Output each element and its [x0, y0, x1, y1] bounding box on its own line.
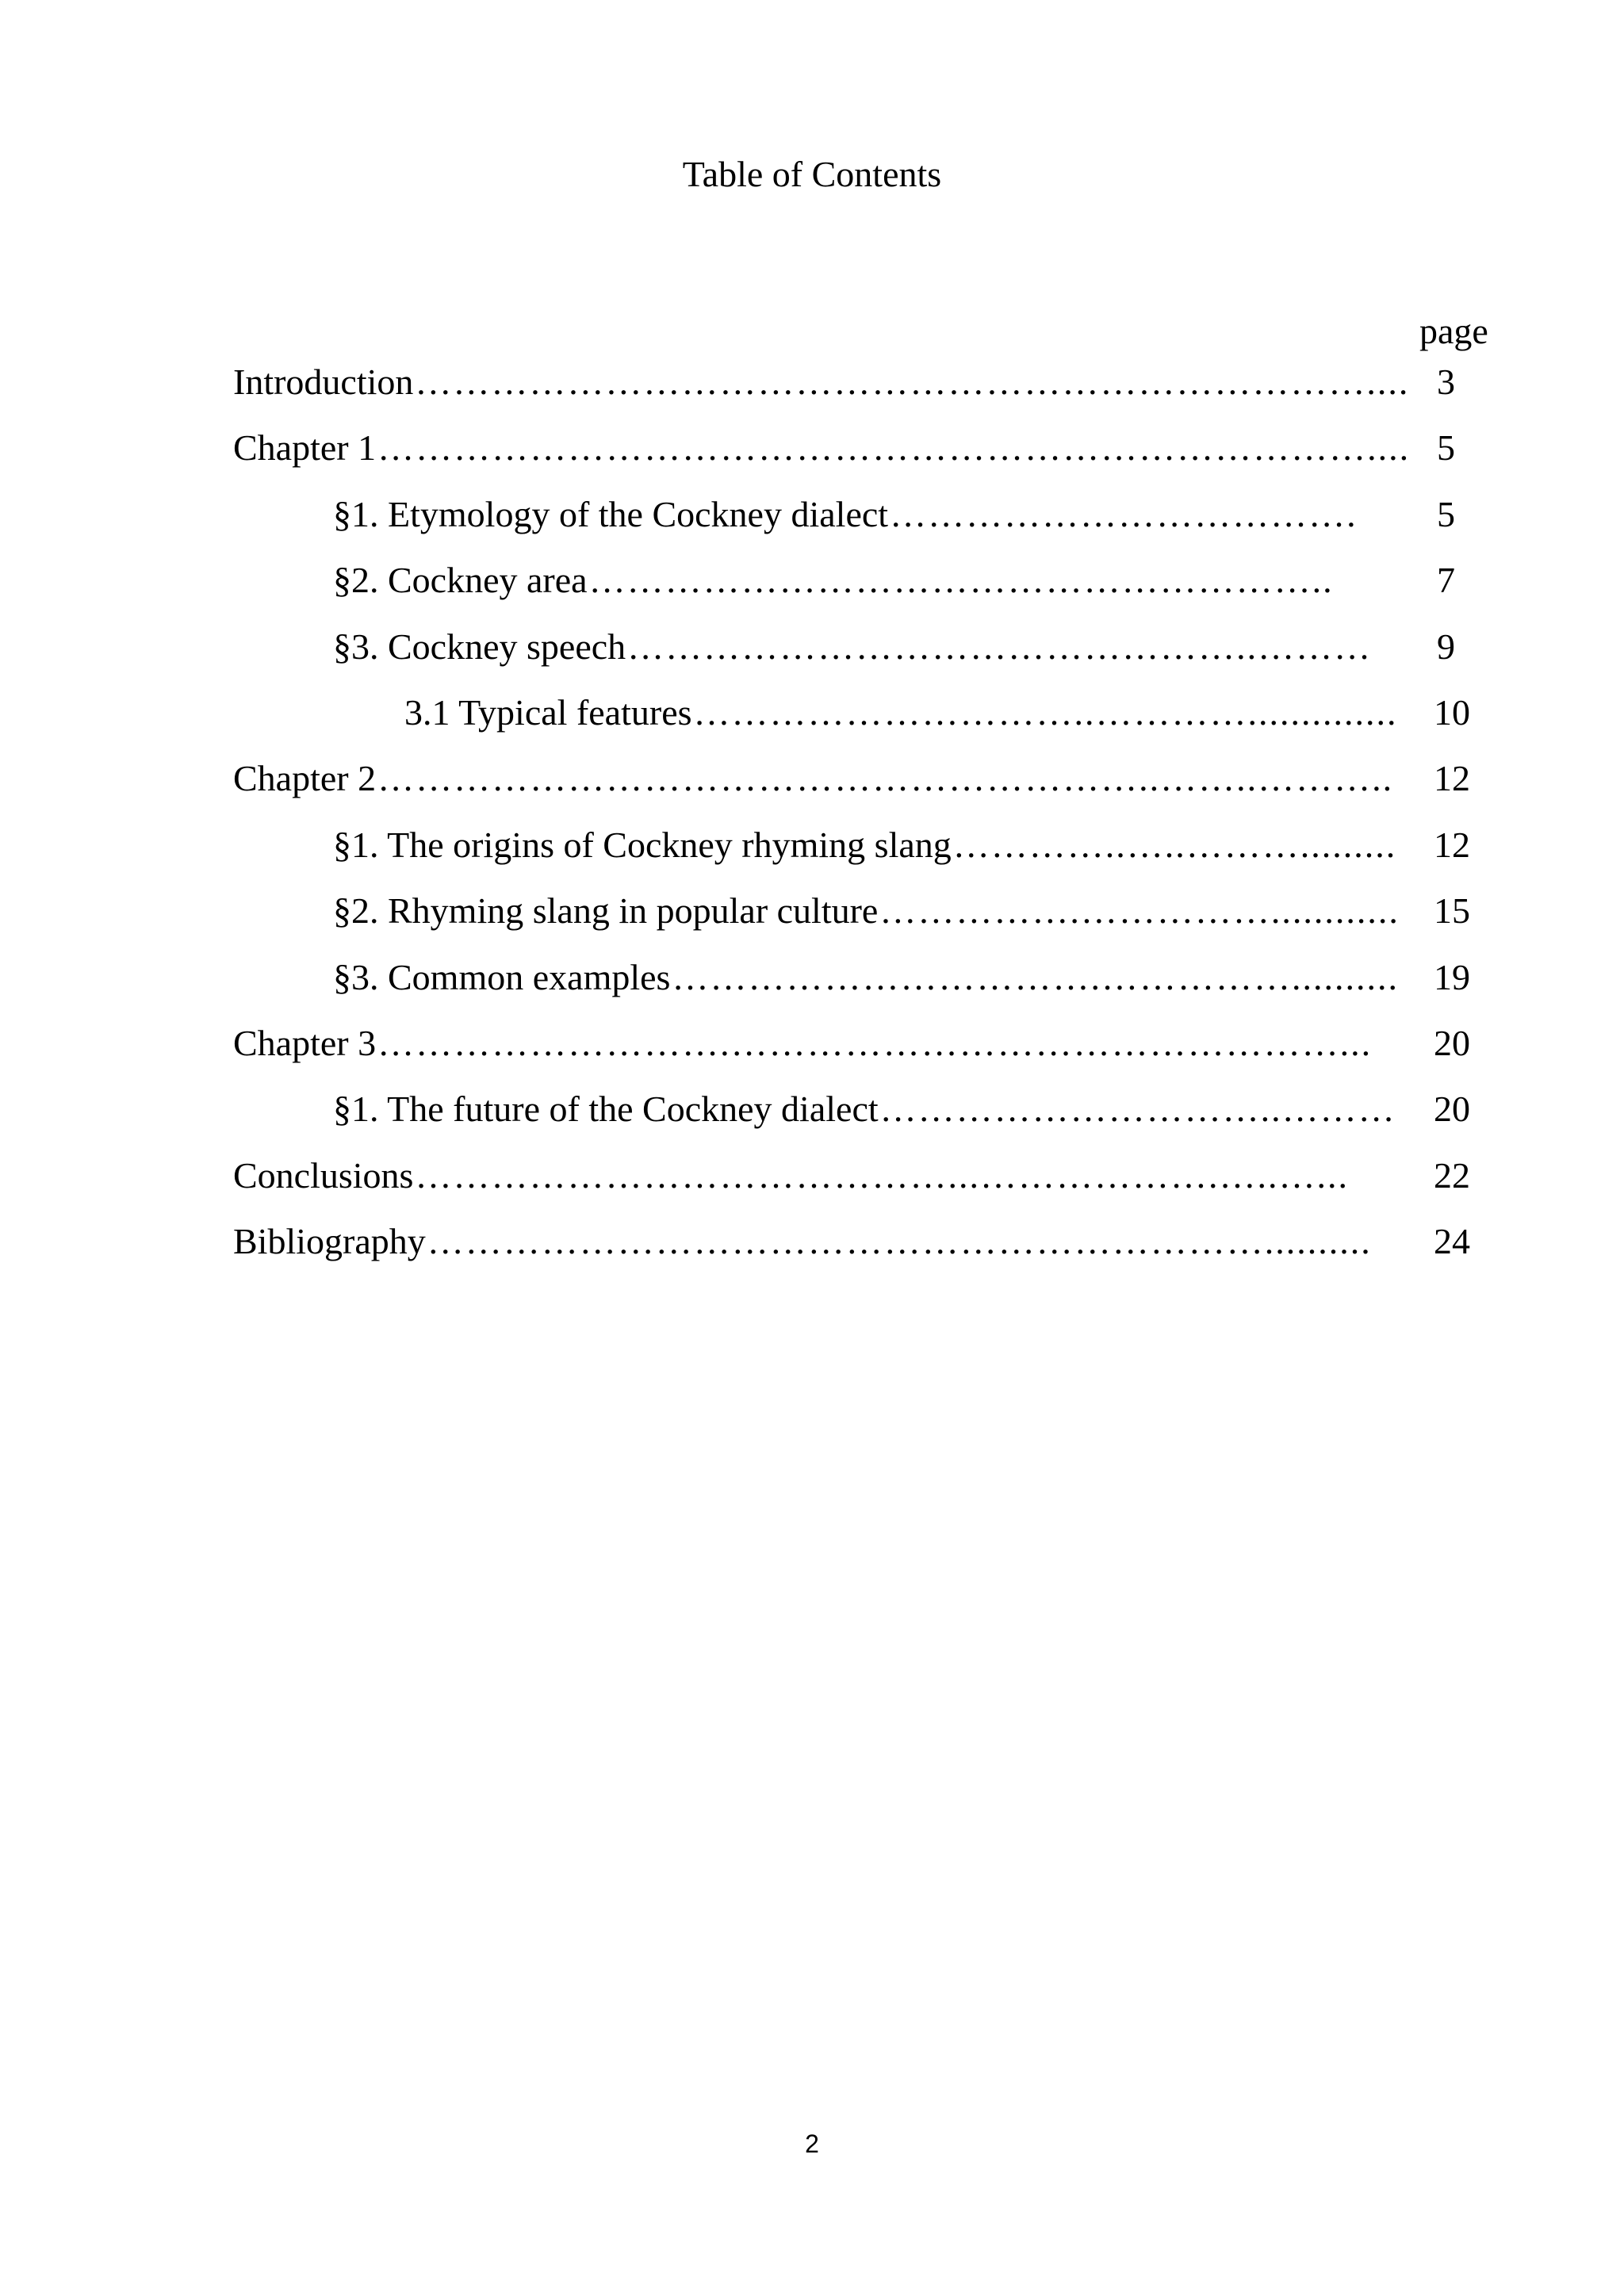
toc-entry-chapter-2[interactable]: [0, 755, 1624, 821]
toc-entry-page: 5: [1437, 427, 1455, 469]
toc-entry-label: 3.1 Typical features: [404, 691, 692, 733]
toc-entry-page: 7: [1437, 560, 1455, 601]
toc-leader-dots: ……………………………………………………………………....: [377, 427, 1411, 469]
toc-entry-cockney-speech[interactable]: [0, 623, 1624, 689]
toc-leader-dots: …………….……………............: [879, 890, 1400, 932]
toc-entry-label: Chapter 3: [233, 1022, 377, 1063]
toc-entry-popular-culture[interactable]: [0, 887, 1624, 953]
toc-entry-label: Introduction: [233, 362, 414, 402]
footer-page-number: 2: [805, 2130, 819, 2158]
toc-leader-dots: …………………………………………………..: [588, 560, 1334, 601]
toc-entry-page: 5: [1437, 493, 1455, 534]
toc-entry-label: §1. The origins of Cockney rhyming slang: [333, 824, 952, 865]
toc-entry-page: 12: [1434, 758, 1470, 799]
toc-entry-page: 19: [1434, 956, 1470, 997]
toc-entry-label: Chapter 1: [233, 427, 377, 469]
toc-entry-label: §3. Cockney speech: [333, 626, 626, 667]
toc-leader-dots: …………..…..……….........: [952, 824, 1397, 865]
toc-list: [0, 358, 1624, 1284]
toc-entry-chapter-3[interactable]: [0, 1020, 1624, 1085]
page-title: Table of Contents: [682, 154, 942, 194]
toc-entry-conclusions[interactable]: [0, 1152, 1624, 1218]
toc-entry-typical-features[interactable]: [0, 689, 1624, 755]
toc-entry-label: Chapter 2: [233, 758, 377, 799]
toc-entry-page: 20: [1434, 1022, 1470, 1063]
toc-entry-page: 3: [1437, 362, 1455, 402]
toc-leader-dots: …………………………..…………..............: [693, 691, 1398, 733]
toc-entry-label: §1. The future of the Cockney dialect: [333, 1089, 879, 1130]
toc-entry-page: 12: [1434, 824, 1470, 865]
toc-entry-origins-rhyming-slang[interactable]: [0, 821, 1624, 887]
toc-entry-etymology[interactable]: [0, 491, 1624, 557]
toc-entry-page: 9: [1437, 626, 1455, 667]
toc-leader-dots: ……………………….…………………………………………...: [377, 1022, 1373, 1063]
toc-leader-dots: …………………………..………: [879, 1089, 1396, 1130]
toc-entry-label: §1. Etymology of the Cockney dialect: [333, 493, 889, 534]
toc-leader-dots: …………………………………………………………………....: [415, 362, 1410, 402]
toc-entry-page: 22: [1434, 1154, 1470, 1196]
toc-leader-dots: …………………………….……………..........: [672, 956, 1399, 997]
toc-leader-dots: ……………………………………...……………….…..…...: [415, 1154, 1349, 1196]
toc-entry-page: 10: [1434, 691, 1470, 733]
toc-entry-future-dialect[interactable]: [0, 1085, 1624, 1151]
toc-entry-label: §2. Cockney area: [333, 560, 588, 601]
toc-leader-dots: ……………………………………………………..……..………..: [377, 758, 1394, 799]
toc-entry-bibliography[interactable]: [0, 1218, 1624, 1284]
toc-entry-label: §2. Rhyming slang in popular culture: [333, 890, 879, 932]
toc-entry-page: 24: [1434, 1221, 1470, 1262]
toc-entry-introduction[interactable]: [0, 358, 1624, 424]
toc-entry-chapter-1[interactable]: [0, 424, 1624, 490]
toc-entry-cockney-area[interactable]: [0, 557, 1624, 622]
toc-entry-label: Conclusions: [233, 1154, 414, 1196]
toc-entry-page: 15: [1434, 890, 1470, 932]
toc-entry-common-examples[interactable]: [0, 954, 1624, 1020]
toc-entry-label: Bibliography: [233, 1221, 426, 1262]
toc-leader-dots: …………………………………………..………: [627, 626, 1373, 667]
toc-entry-label: §3. Common examples: [333, 956, 671, 997]
toc-leader-dots: …………………………………………………………..........: [427, 1221, 1372, 1262]
toc-entry-page: 20: [1434, 1089, 1470, 1130]
page-column-header: page: [1419, 311, 1488, 351]
toc-leader-dots: ……………………………….: [890, 493, 1358, 534]
